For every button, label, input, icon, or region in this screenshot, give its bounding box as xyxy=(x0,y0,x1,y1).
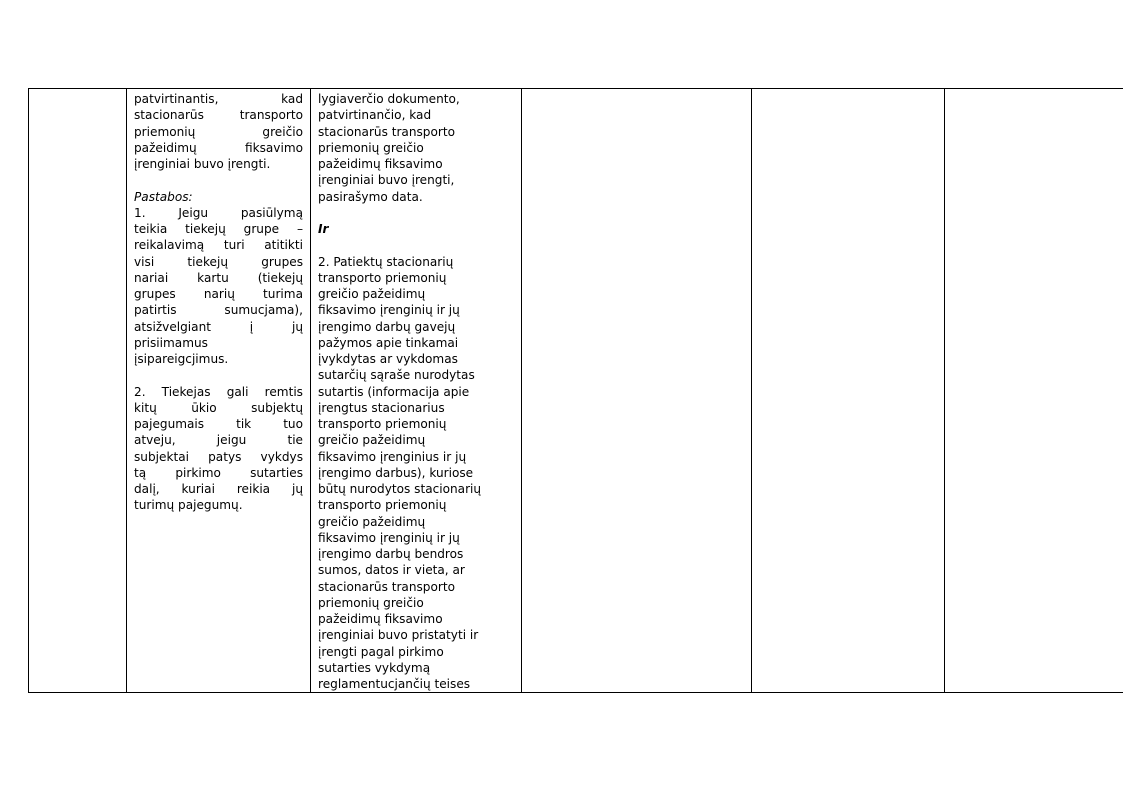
text-line: įrenginiai buvo įrengti, xyxy=(318,173,455,188)
text-line: transporto priemonių xyxy=(318,417,447,431)
text-line: greičio pažeidimų xyxy=(318,514,426,529)
text-line: prisiimamus xyxy=(134,335,208,350)
text-line: sumos, datos ir vieta, ar xyxy=(318,563,465,578)
requirements-table xyxy=(28,88,1123,693)
text-line: transporto priemonių xyxy=(318,270,447,285)
text-line: įrengimo darbų gavejų xyxy=(318,319,456,334)
text-line: atsižvelgiant į jų xyxy=(134,319,303,334)
text-line: įrenginiai buvo pristatyti ir xyxy=(318,628,479,643)
text-line: sutarčių sąraše nurodytas xyxy=(318,368,475,383)
table-cell-number xyxy=(29,89,127,693)
text-line: pažeidimų fiksavimo xyxy=(318,157,443,171)
text-line: įrengimo darbus), kuriose xyxy=(318,465,474,480)
table-cell-empty xyxy=(522,89,752,693)
text-line: įrengimo darbų bendros xyxy=(318,547,464,561)
text-line: stacionarūs transporto xyxy=(134,108,303,123)
text-line: pažymos apie tinkamai xyxy=(318,335,459,350)
documents-text xyxy=(318,91,514,692)
text-line: priemonių greičio xyxy=(318,595,424,610)
text-line: priemonių greičio xyxy=(318,140,424,155)
text-line: pažeidimų fiksavimo xyxy=(318,612,443,626)
blank-line xyxy=(318,205,514,221)
text-line: transporto priemonių xyxy=(318,498,447,513)
text-line: reglamentucjančių teises xyxy=(318,677,471,691)
text-line: įvykdytas ar vykdomas xyxy=(318,352,458,366)
text-line: patvirtinantis, kad xyxy=(134,92,303,106)
text-line: įrengtus stacionarius xyxy=(318,400,445,415)
table-row xyxy=(29,89,1123,693)
text-line: 2. Patiektų stacionarių xyxy=(318,254,454,269)
text-line: teikia tiekejų grupe – xyxy=(134,222,303,236)
table-cell-empty xyxy=(752,89,945,693)
text-line: pajegumais tik tuo xyxy=(134,417,303,431)
text-line: sutartis (informacija apie xyxy=(318,384,470,399)
text-line: įrenginiai buvo įrengti. xyxy=(134,157,271,171)
ir-label: Ir xyxy=(318,222,329,236)
blank-line xyxy=(134,172,303,188)
table-cell-requirement xyxy=(127,89,311,693)
text-line: kitų ūkio subjektų xyxy=(134,400,303,415)
text-line: pasirašymo data. xyxy=(318,189,423,204)
text-line: fiksavimo įrenginių ir jų xyxy=(318,303,460,318)
text-line: visi tiekejų grupes xyxy=(134,254,303,269)
text-line: greičio pažeidimų xyxy=(318,433,426,448)
text-line: greičio pažeidimų xyxy=(318,287,426,301)
requirement-text xyxy=(134,91,303,514)
text-line: grupes narių turima xyxy=(134,287,303,301)
text-line: lygiaverčio dokumento, xyxy=(318,92,460,106)
text-line: reikalavimą turi atitikti xyxy=(134,238,303,253)
text-line: įsipareigcjimus. xyxy=(134,352,229,366)
text-line: patirtis sumucjama), xyxy=(134,303,303,318)
text-line: nariai kartu (tiekejų xyxy=(134,270,303,285)
text-line: pažeidimų fiksavimo xyxy=(134,140,303,155)
text-line: stacionarūs transporto xyxy=(318,124,455,139)
text-line: tą pirkimo sutarties xyxy=(134,465,303,480)
text-line: stacionarūs transporto xyxy=(318,579,455,594)
text-line: 1. Jeigu pasiūlymą xyxy=(134,205,303,220)
text-line: subjektai patys vykdys xyxy=(134,449,303,464)
table-cell-empty xyxy=(945,89,1123,693)
text-line: įrengti pagal pirkimo xyxy=(318,644,444,659)
table-cell-documents xyxy=(311,89,522,693)
text-line: 2. Tiekejas gali remtis xyxy=(134,384,303,399)
text-line: sutarties vykdymą xyxy=(318,660,431,675)
text-line: atveju, jeigu tie xyxy=(134,433,303,448)
notes-label: Pastabos: xyxy=(134,189,193,204)
text-line: priemonių greičio xyxy=(134,124,303,139)
blank-line xyxy=(134,367,303,383)
text-line: būtų nurodytos stacionarių xyxy=(318,482,482,496)
text-line: patvirtinančio, kad xyxy=(318,108,432,123)
text-line: fiksavimo įrenginius ir jų xyxy=(318,449,467,464)
text-line: dalį, kuriai reikia jų xyxy=(134,482,303,496)
blank-line xyxy=(318,237,514,253)
text-line: fiksavimo įrenginių ir jų xyxy=(318,530,460,545)
text-line: turimų pajegumų. xyxy=(134,498,243,513)
